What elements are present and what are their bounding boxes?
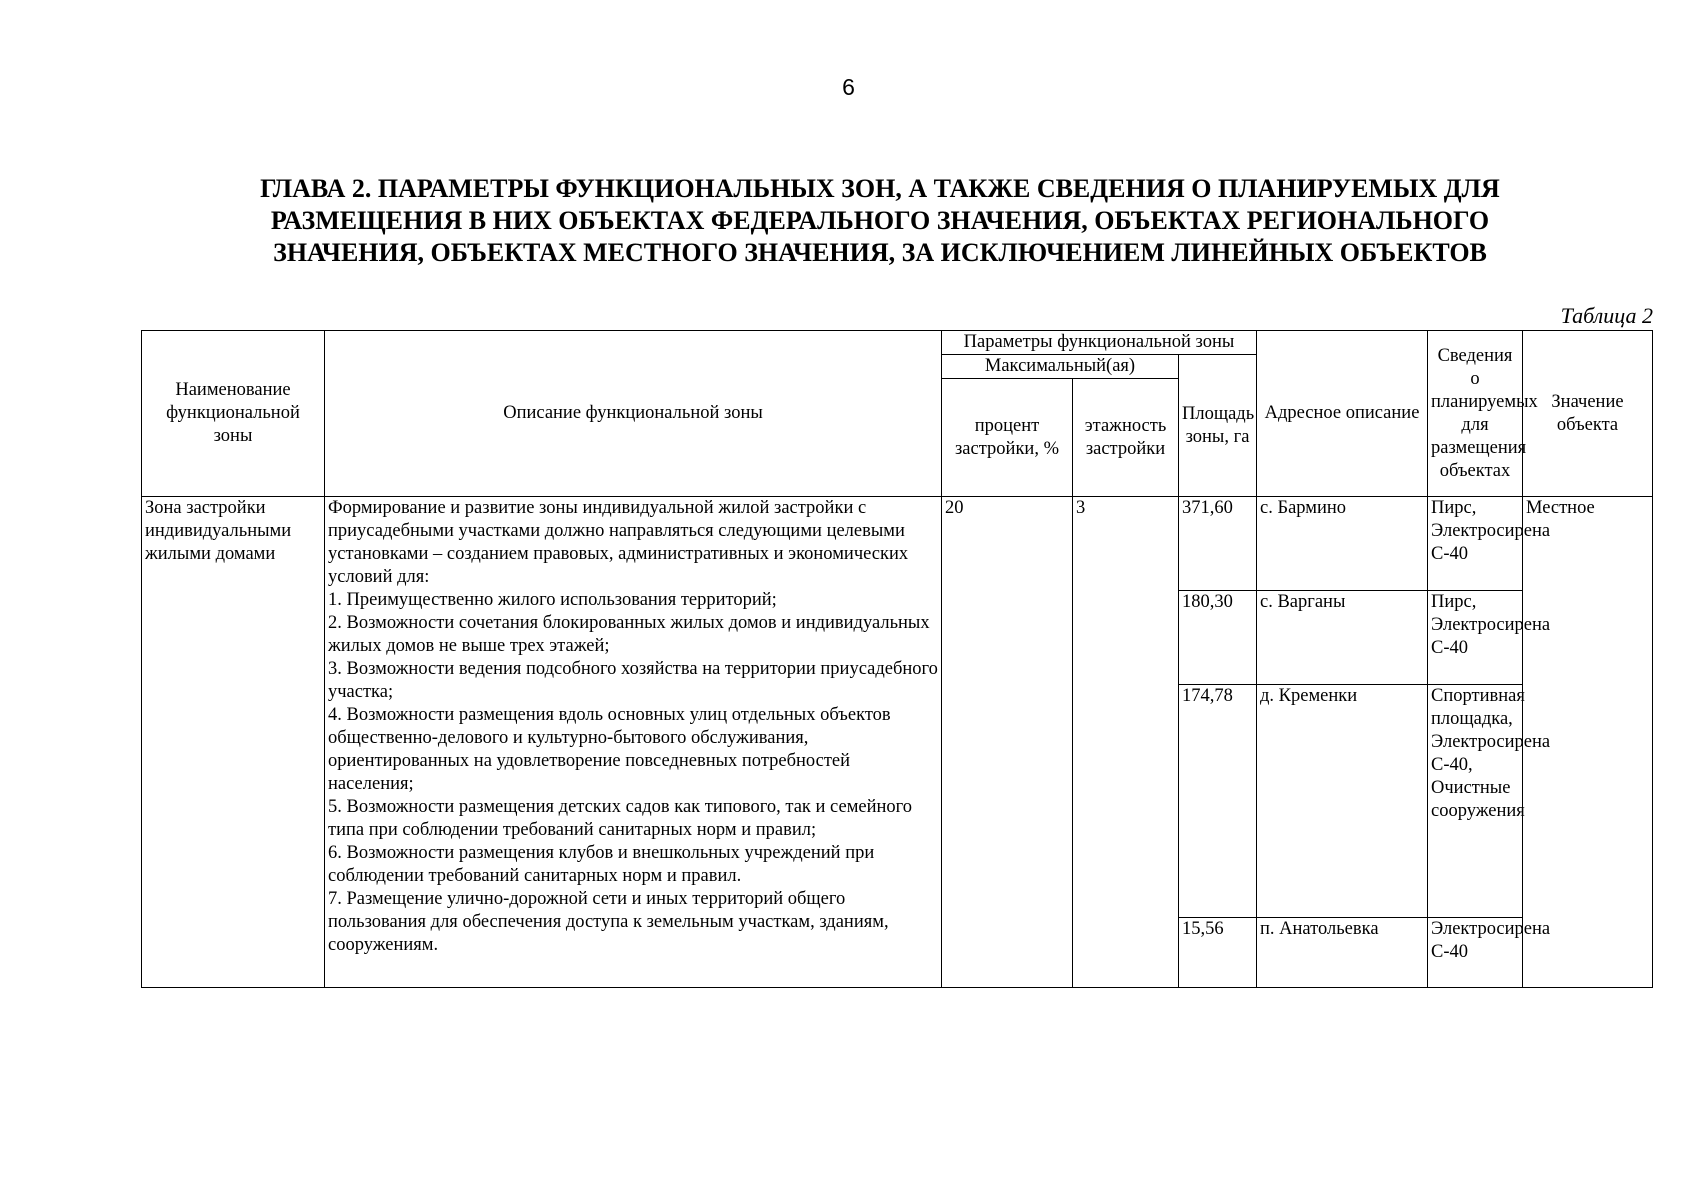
header-zone-name: Наименование функциональной зоны: [142, 331, 325, 497]
chapter-title-line: ЗНАЧЕНИЯ, ОБЪЕКТАХ МЕСТНОГО ЗНАЧЕНИЯ, ЗА ИСКЛЮЧЕНИЕМ ЛИНЕЙНЫХ ОБЪЕКТОВ: [273, 238, 1487, 267]
table-row: [142, 497, 1653, 591]
chapter-title: [140, 173, 1620, 269]
address-cell: д. Кременки: [1257, 685, 1428, 918]
description-item: 2. Возможности сочетания блокированных жилых домов и индивидуальных жилых домов не выше трех этажей;: [328, 613, 930, 656]
area-cell: 15,56: [1179, 918, 1257, 988]
chapter-title-line: РАЗМЕЩЕНИЯ В НИХ ОБЪЕКТАХ ФЕДЕРАЛЬНОГО ЗНАЧЕНИЯ, ОБЪЕКТАХ РЕГИОНАЛЬНОГО: [270, 206, 1490, 235]
table-caption: Таблица 2: [1560, 303, 1653, 328]
chapter-title-line: ГЛАВА 2. ПАРАМЕТРЫ ФУНКЦИОНАЛЬНЫХ ЗОН, А ТАКЖЕ СВЕДЕНИЯ О ПЛАНИРУЕМЫХ ДЛЯ: [260, 174, 1500, 203]
header-floors: этажность застройки: [1073, 379, 1179, 497]
zone-description-cell: [325, 497, 942, 988]
description-item: 4. Возможности размещения вдоль основных улиц отдельных объектов общественно-делового и культурно-бытового обслуживания, ориентированных на удовлетворение повседневных потребностей населения;: [328, 705, 891, 794]
description-item: 3. Возможности ведения подсобного хозяйства на территории приусадебного участка;: [328, 659, 938, 702]
area-cell: 174,78: [1179, 685, 1257, 918]
object-significance-cell: Местное: [1523, 497, 1653, 988]
floors-cell: 3: [1073, 497, 1179, 988]
planned-objects-cell: Спортивная площадка, Электросирена С-40, Очистные сооружения: [1428, 685, 1523, 918]
page-number: 6: [842, 74, 855, 100]
building-percent-cell: 20: [942, 497, 1073, 988]
header-building-percent: процент застройки, %: [942, 379, 1073, 497]
header-maximum-group: Максимальный(ая): [942, 355, 1179, 379]
header-area: Площадь зоны, га: [1179, 355, 1257, 497]
description-item: 5. Возможности размещения детских садов как типового, так и семейного типа при соблюдении требований санитарных норм и правил;: [328, 797, 913, 840]
description-item: 1. Преимущественно жилого использования территорий;: [328, 590, 777, 610]
planned-objects-cell: Пирс, Электросирена С-40: [1428, 497, 1523, 591]
description-item: 6. Возможности размещения клубов и внешкольных учреждений при соблюдении требований санитарных норм и правил.: [328, 843, 875, 886]
address-cell: п. Анатольевка: [1257, 918, 1428, 988]
header-description: Описание функциональной зоны: [325, 331, 942, 497]
header-parameters-group: Параметры функциональной зоны: [942, 331, 1257, 355]
description-paragraph: Формирование и развитие зоны индивидуальной жилой застройки с приусадебными участками должно направляться следующими целевыми установками – созданием правовых, административных и экономических условий для:: [328, 498, 909, 587]
functional-zones-table: [141, 330, 1653, 988]
header-address: Адресное описание: [1257, 331, 1428, 497]
area-cell: 371,60: [1179, 497, 1257, 591]
area-cell: 180,30: [1179, 591, 1257, 685]
planned-objects-cell: Электросирена С-40: [1428, 918, 1523, 988]
zone-name-cell: Зона застройки индивидуальными жилыми домами: [142, 497, 325, 988]
header-planned-objects: Сведения о планируемых для размещения объектах: [1428, 331, 1523, 497]
address-cell: с. Варганы: [1257, 591, 1428, 685]
planned-objects-cell: Пирс, Электросирена С-40: [1428, 591, 1523, 685]
header-object-significance: Значение объекта: [1523, 331, 1653, 497]
address-cell: с. Бармино: [1257, 497, 1428, 591]
description-item: 7. Размещение улично-дорожной сети и иных территорий общего пользования для обеспечения доступа к земельным участкам, зданиям, сооружениям.: [328, 889, 889, 955]
